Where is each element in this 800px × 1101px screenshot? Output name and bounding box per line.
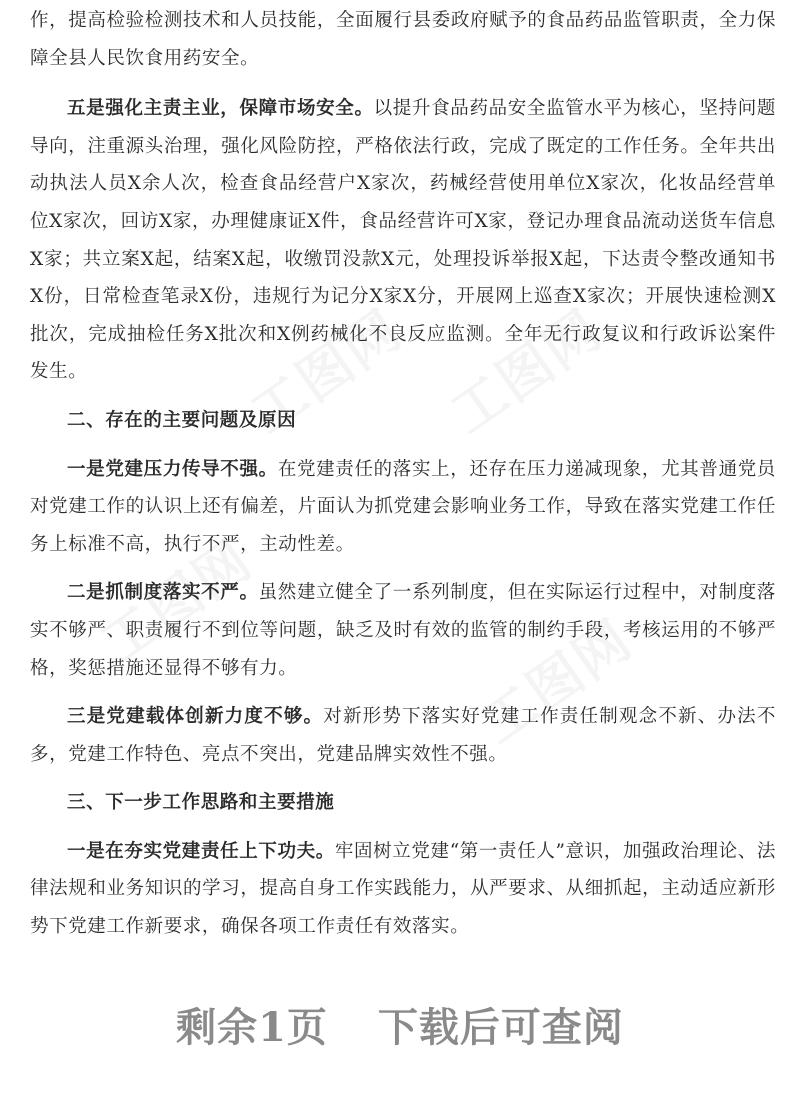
document-body — [30, 2, 776, 946]
paragraph-text: 在党建责任的落实上，还存在压力递减现象，尤其普通党员对党建工作的认识上还有偏差，片面认为抓党建会影响业务工作，导致在落实党建工作任务上标准不高，执行不严，主动性差。 — [30, 458, 776, 555]
paragraph-problem-1 — [30, 451, 776, 564]
paragraph-market-safety — [30, 90, 776, 391]
banner-download-text: 下载后可查阅 — [377, 1004, 624, 1051]
paragraph-text: 作，提高检验检测技术和人员技能，全面履行县委政府赋予的食品药品监管职责，全力保障全县人民饮食用药安全。 — [30, 10, 776, 69]
paragraph-lead: 五是强化主责主业，保障市场安全。 — [67, 98, 374, 120]
paragraph-text: 牢固树立党建“第一责任人”意识，加强政治理论、法律法规和业务知识的学习，提高自身工作实践能力，从严要求、从细抓起，主动适应新形势下党建工作新要求，确保各项工作责任有效落实。 — [30, 840, 776, 938]
paragraph-lead: 一是在夯实党建责任上下功夫。 — [67, 840, 335, 862]
paragraph-problem-2 — [30, 574, 776, 687]
paragraph-lead: 二是抓制度落实不严。 — [67, 582, 259, 604]
paragraph-text: 虽然建立健全了一系列制度，但在实际运行过程中，对制度落实不够严、职责履行不到位等问题，缺乏及时有效的监管的制约手段，考核运用的不够严格，奖惩措施还显得不够有力。 — [30, 582, 776, 679]
paragraph-measure-1 — [30, 833, 776, 946]
section-heading-problems: 二、存在的主要问题及原因 — [67, 409, 297, 431]
paragraph-lead: 一是党建压力传导不强。 — [67, 458, 278, 480]
paragraph-lead: 三是党建载体创新力度不够。 — [67, 706, 324, 728]
section-heading-next-steps: 三、下一步工作思路和主要措施 — [67, 792, 335, 814]
paragraph-text: 以提升食品药品安全监管水平为核心，坚持问题导向，注重源头治理，强化风险防控，严格依法行政，完成了既定的工作任务。全年共出动执法人员X余人次，检查食品经营户X家次，药械经营使用单位X家次，化妆品经营单位X家次，回访X家，办理健康证X件，食品经营许可X家，登记办理食品流动送货车信息X家；共立案X起，结案X起，收缴罚没款X元，处理投诉举报X起，下达责令整改通知书X份，日常检查笔录X份，违规行为记分X家X分，开展网上巡查X家次；开展快速检测X批次，完成抽检任务X批次和X例药械化不良反应监测。全年无行政复议和行政诉讼案件发生。 — [30, 98, 776, 383]
paragraph-problem-3 — [30, 698, 776, 773]
banner-remaining-text: 剩余1页 — [176, 1004, 328, 1051]
remaining-pages-banner[interactable] — [0, 996, 800, 1053]
paragraph-intro-tail — [30, 2, 776, 77]
paragraph-text: 对新形势下落实好党建工作责任制观念不新、办法不多，党建工作特色、亮点不突出，党建品牌实效性不强。 — [30, 706, 776, 765]
